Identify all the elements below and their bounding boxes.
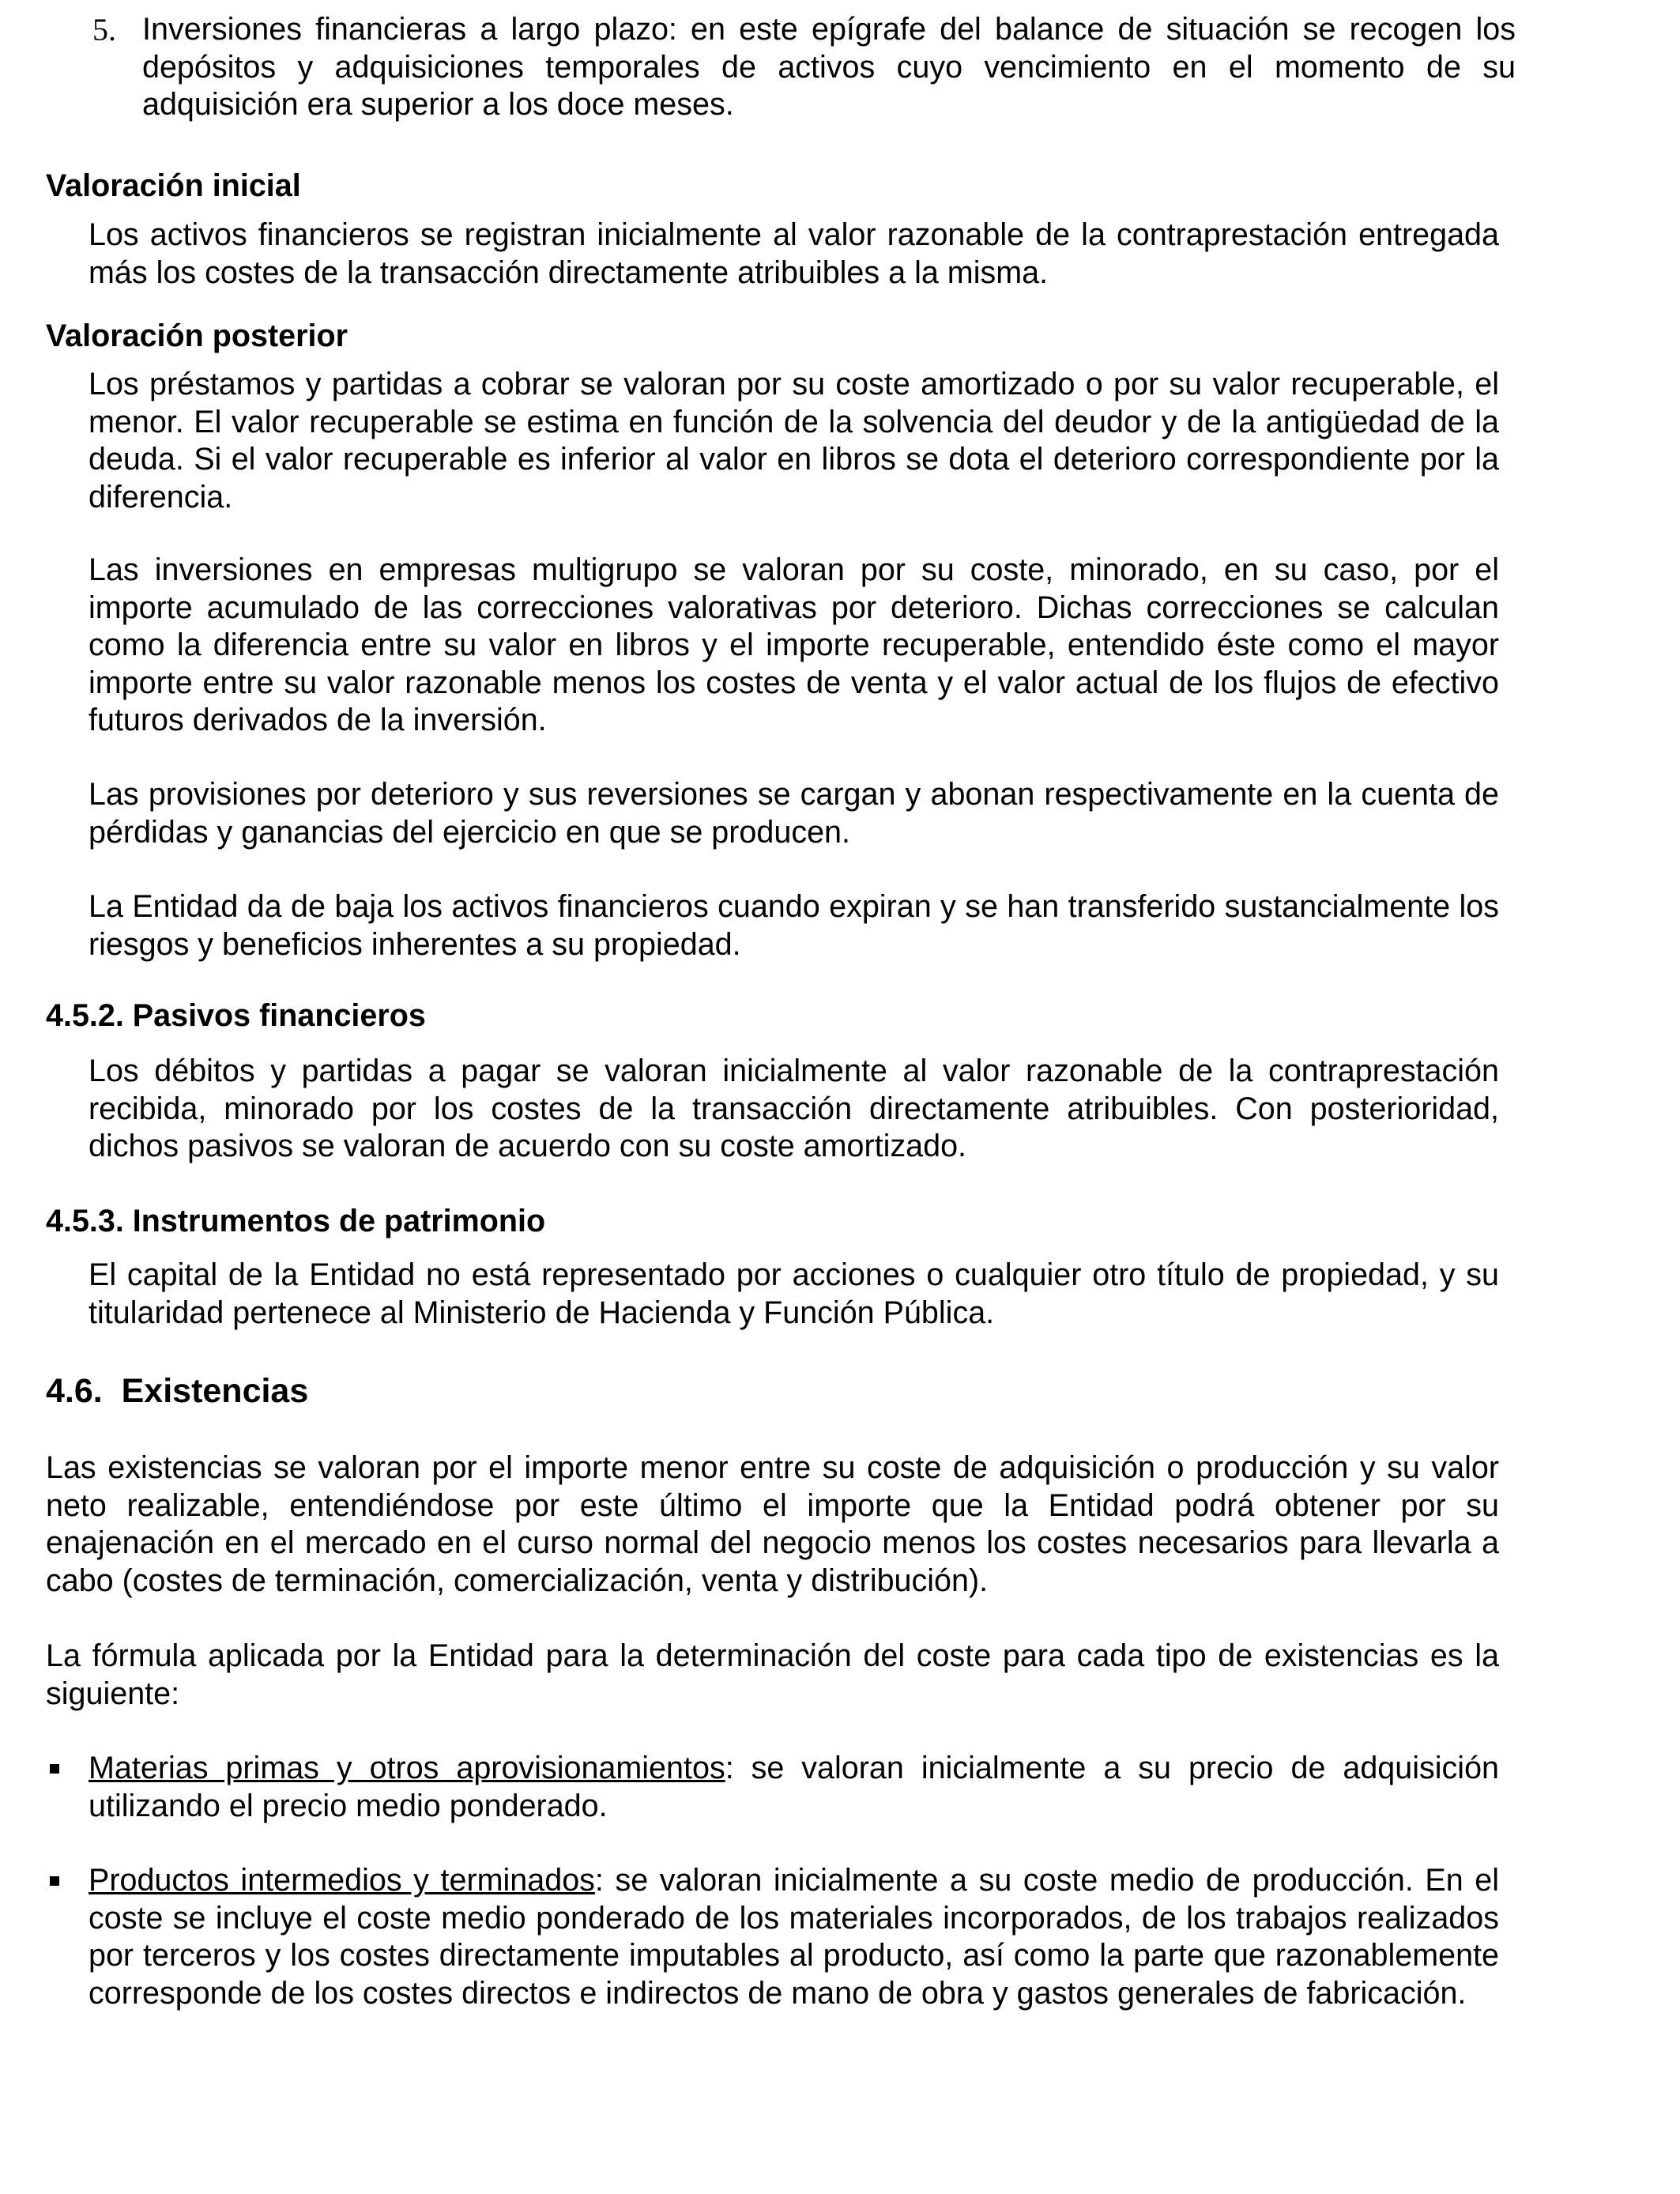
paragraph-valoracion-inicial: Los activos financieros se registran inicialmente al valor razonable de la contraprestación entregada más los costes de la transacción directamente atribuibles a la misma. (89, 217, 1499, 290)
list-item-text (89, 1862, 1499, 2012)
list-item (50, 1862, 1499, 2060)
list-item-description: : se valoran inicialmente a su coste medio de producción. En el coste se incluye el coste medio ponderado de los materiales incorporados, de los trabajos realizados por terceros y los costes directamente imputables al producto, así como la parte que razonablemente corresponde de los costes directos e indirectos de mano de obra y gastos generales de fabricación. (89, 1863, 1500, 2011)
paragraph-instrumentos-patrimonio: El capital de la Entidad no está representado por acciones o cualquier otro título de propiedad, y su titularidad pertenece al Ministerio de Hacienda y Función Pública. (89, 1257, 1499, 1330)
paragraph-pasivos-financieros: Los débitos y partidas a pagar se valoran inicialmente al valor razonable de la contraprestación recibida, minorado por los costes de la transacción directamente atribuibles. Con posterioridad, dichos pasivos se valoran de acuerdo con su coste amortizado. (89, 1054, 1499, 1163)
paragraph-valoracion-posterior-1: Los préstamos y partidas a cobrar se valoran por su coste amortizado o por su valor recuperable, el menor. El valor recuperable se estima en función de la solvencia del deudor y de la antigüedad de la deuda. Si el valor recuperable es inferior al valor en libros se dota el deterioro correspondiente por la diferencia. (89, 367, 1499, 515)
paragraph-valoracion-posterior-4: La Entidad da de baja los activos financieros cuando expiran y se han transferido sustancialmente los riesgos y beneficios inherentes a su propiedad. (89, 889, 1499, 962)
paragraph-existencias-2: La fórmula aplicada por la Entidad para la determinación del coste para cada tipo de existencias es la siguiente: (46, 1638, 1499, 1711)
paragraph-valoracion-posterior-2: Las inversiones en empresas multigrupo se valoran por su coste, minorado, en su caso, por el importe acumulado de las correcciones valorativas por deterioro. Dichas correcciones se calculan como la diferencia entre su valor en libros y el importe recuperable, entendido éste como el mayor importe entre su valor razonable menos los costes de venta y el valor actual de los flujos de efectivo futuros derivados de la inversión. (89, 552, 1499, 737)
numbered-item-5 (92, 11, 1516, 125)
item-number: 5. (92, 12, 116, 47)
heading-valoracion-posterior: Valoración posterior (46, 319, 348, 353)
list-item-description: : se valoran inicialmente a su precio de adquisición utilizando el precio medio ponderado. (89, 1751, 1500, 1823)
list-item-text (89, 1750, 1499, 1825)
heading-existencias: 4.6. Existencias (46, 1372, 309, 1410)
bullet-square-icon (50, 1764, 59, 1774)
heading-valoracion-inicial: Valoración inicial (46, 168, 301, 203)
bullet-square-icon (50, 1876, 59, 1886)
heading-instrumentos-patrimonio: 4.5.3. Instrumentos de patrimonio (46, 1204, 546, 1238)
heading-pasivos-financieros: 4.5.2. Pasivos financieros (46, 998, 426, 1033)
paragraph-valoracion-posterior-3: Las provisiones por deterioro y sus reversiones se cargan y abonan respectivamente en la cuenta de pérdidas y ganancias del ejercicio en que se producen. (89, 777, 1499, 850)
list-item (50, 1750, 1499, 1829)
item-text: Inversiones financieras a largo plazo: en este epígrafe del balance de situación se recogen los depósitos y adquisiciones temporales de activos cuyo vencimiento en el momento de su adquisición era superior a los doce meses. (142, 12, 1516, 122)
paragraph-existencias-1: Las existencias se valoran por el importe menor entre su coste de adquisición o producción y su valor neto realizable, entendiéndose por este último el importe que la Entidad podrá obtener por su enajenación en el mercado en el curso normal del negocio menos los costes necesarios para llevarla a cabo (costes de terminación, comercialización, venta y distribución). (46, 1450, 1499, 1598)
list-item-term: Productos intermedios y terminados (89, 1863, 595, 1898)
list-item-term: Materias primas y otros aprovisionamientos (89, 1751, 725, 1785)
